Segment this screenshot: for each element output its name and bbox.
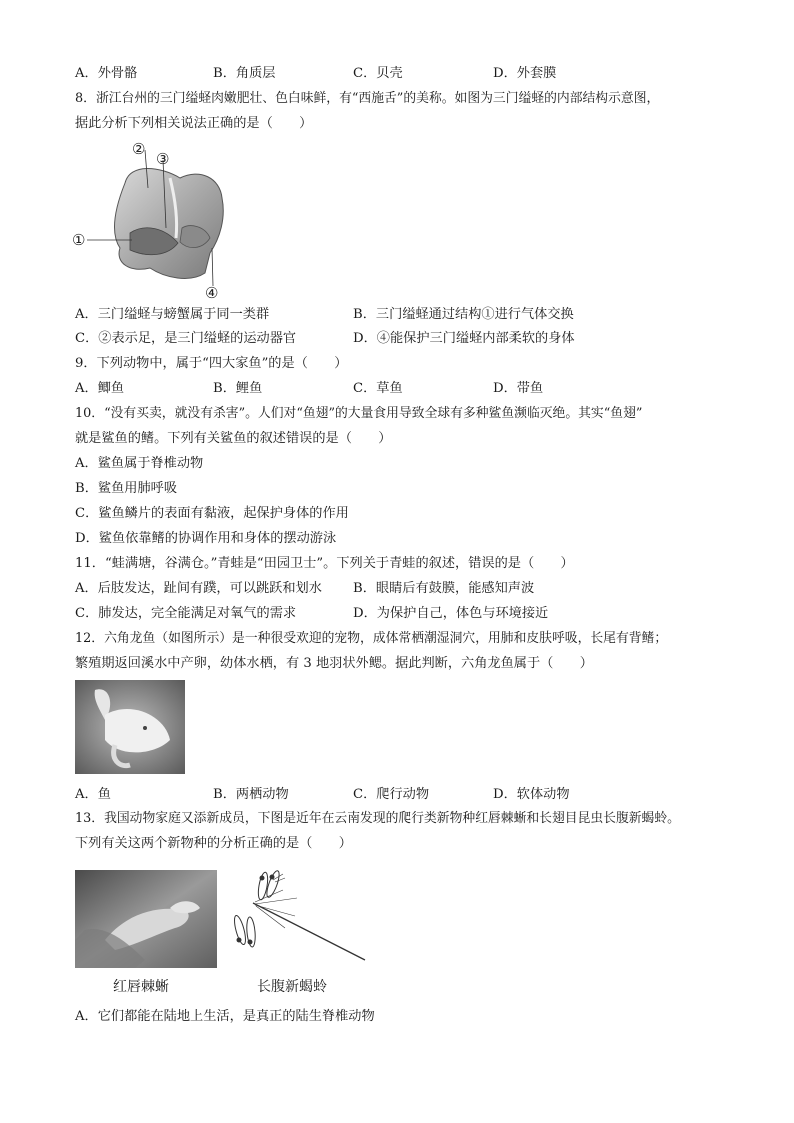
- q7-option-b: B．角质层: [213, 66, 276, 81]
- q9-option-c: C．草鱼: [353, 381, 403, 396]
- q12-option-a: A．鱼: [75, 787, 111, 802]
- q9-option-d: D．带鱼: [493, 381, 544, 396]
- q7-option-d: D．外套膜: [493, 66, 557, 81]
- scorpionfly-caption: 长腹新蝎蛉: [257, 979, 327, 995]
- q12-option-d: D．软体动物: [493, 787, 570, 802]
- q8-stem-line2: 据此分析下列相关说法正确的是（ ）: [75, 116, 313, 131]
- axolotl-photo: [75, 680, 185, 774]
- q12-stem-line1: 12．六角龙鱼（如图所示）是一种很受欢迎的宠物，成体常栖潮湿洞穴，用肺和皮肤呼吸，长尾有背鳍；: [75, 631, 668, 646]
- razor-clam-figure: [70, 138, 240, 303]
- label-2: ②: [132, 140, 146, 158]
- q11-option-d: D．为保护自己，体色与环境接近: [353, 606, 549, 621]
- q13-stem-line1: 13．我国动物家庭又添新成员，下图是近年在云南发现的爬行类新物种红唇棘蜥和长翅目昆虫长腹新蝎蛉。: [75, 811, 680, 826]
- red-lipped-lizard-photo: [75, 870, 217, 968]
- q10-option-a: A．鲨鱼属于脊椎动物: [75, 456, 204, 471]
- q11-stem: 11．“蛙满塘，谷满仓。”青蛙是“田园卫士”。下列关于青蛙的叙述，错误的是（ ）: [75, 556, 574, 571]
- q10-option-c: C．鲨鱼鳞片的表面有黏液，起保护身体的作用: [75, 506, 349, 521]
- q8-option-c: C．②表示足，是三门缢蛏的运动器官: [75, 331, 297, 346]
- label-4: ④: [205, 284, 219, 302]
- q8-option-d: D．④能保护三门缢蛏内部柔软的身体: [353, 331, 575, 346]
- q10-stem-line1: 10．“没有买卖，就没有杀害”。人们对“鱼翅”的大量食用导致全球有多种鲨鱼濒临灭绝。其实“鱼翅”: [75, 406, 643, 421]
- q9-option-a: A．鲫鱼: [75, 381, 125, 396]
- scorpionfly-drawing: [225, 868, 375, 968]
- q9-option-b: B．鲤鱼: [213, 381, 263, 396]
- q8-option-a: A．三门缢蛏与螃蟹属于同一类群: [75, 307, 270, 322]
- q11-option-c: C．肺发达，完全能满足对氧气的需求: [75, 606, 297, 621]
- q12-option-c: C．爬行动物: [353, 787, 430, 802]
- q11-option-b: B．眼睛后有鼓膜，能感知声波: [353, 581, 535, 596]
- q13-option-a: A．它们都能在陆地上生活，是真正的陆生脊椎动物: [75, 1009, 375, 1024]
- label-1: ①: [72, 231, 86, 249]
- q7-option-a: A．外骨骼: [75, 66, 138, 81]
- q10-option-d: D．鲨鱼依靠鳍的协调作用和身体的摆动游泳: [75, 531, 337, 546]
- q10-stem-line2: 就是鲨鱼的鳍。下列有关鲨鱼的叙述错误的是（ ）: [75, 431, 392, 446]
- q10-option-b: B．鲨鱼用肺呼吸: [75, 481, 178, 496]
- label-3: ③: [156, 150, 170, 168]
- q7-option-c: C．贝壳: [353, 66, 403, 81]
- q12-stem-line2: 繁殖期返回溪水中产卵，幼体水栖，有 3 地羽状外鳃。据此判断，六角龙鱼属于（ ）: [75, 656, 593, 671]
- q8-option-b: B．三门缢蛏通过结构①进行气体交换: [353, 307, 574, 322]
- q8-stem-line1: 8．浙江台州的三门缢蛏肉嫩肥壮、色白味鲜，有“西施舌”的美称。如图为三门缢蛏的内部结构示意图，: [75, 91, 660, 106]
- lizard-caption: 红唇棘蜥: [113, 979, 169, 995]
- q9-stem: 9．下列动物中，属于“四大家鱼”的是（ ）: [75, 356, 348, 371]
- q11-option-a: A．后肢发达，趾间有蹼，可以跳跃和划水: [75, 581, 322, 596]
- q12-option-b: B．两栖动物: [213, 787, 289, 802]
- q13-stem-line2: 下列有关这两个新物种的分析正确的是（ ）: [75, 836, 352, 851]
